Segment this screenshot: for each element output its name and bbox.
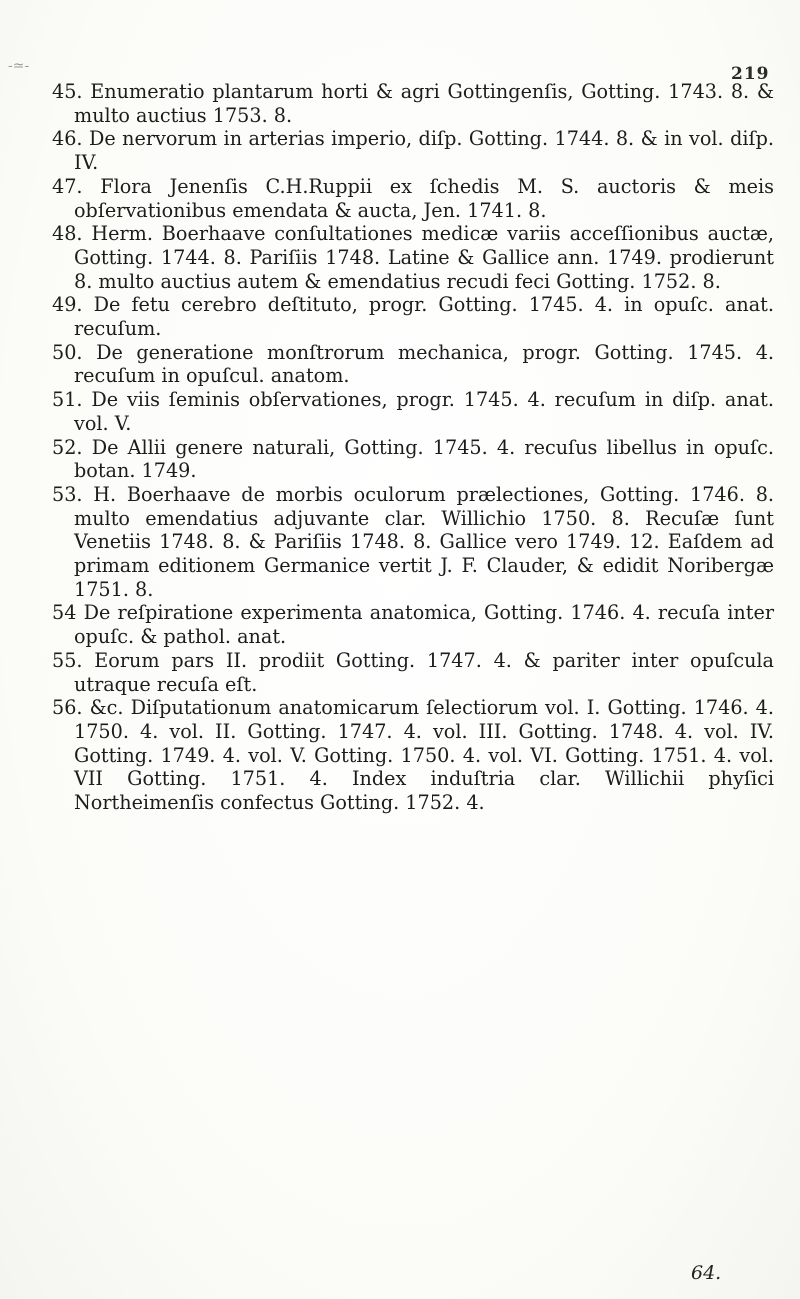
entry-text: De viis ſeminis obſervationes, progr. 1745. 4. recuſum in diſp. anat. vol. V. bbox=[74, 388, 774, 435]
bibliography-entry bbox=[52, 696, 774, 815]
entry-number: 51. bbox=[52, 388, 83, 412]
entry-number: 47. bbox=[52, 174, 83, 198]
entry-number: 54 bbox=[52, 601, 77, 625]
entry-text: &c. Diſputationum anatomicarum ſelectiorum vol. I. Gotting. 1746. 4. 1750. 4. vol. II. Gotting. 1747. 4. vol. III. Gotting. 1748. 4. vol. IV. Gotting. 1749. 4. vol. V. Gotting. 1750. 4. vol. VI. Gotting. 1751. 4. vol. VII Gotting. 1751. 4. Index induſtria clar. Willichii phyſici Northeimenſis confectus Gotting. 1752. 4. bbox=[74, 696, 774, 815]
entry-number: 48. bbox=[52, 222, 83, 246]
entry-text: De nervorum in arterias imperio, diſp. Gotting. 1744. 8. & in vol. diſp. IV. bbox=[74, 127, 774, 175]
margin-mark: -≃- bbox=[8, 58, 30, 74]
bibliography-entry bbox=[52, 127, 774, 174]
entry-number: 45. bbox=[52, 80, 83, 103]
entry-text: De reſpiratione experimenta anatomica, Gotting. 1746. 4. recuſa inter opuſc. & pathol. anat. bbox=[74, 601, 774, 649]
entry-text: Herm. Boerhaave conſultationes medicæ variis acceſſionibus auctæ, Gotting. 1744. 8. Pariſiis 1748. Latine & Gallice ann. 1749. prodierunt 8. multo auctius autem & emendatius recudi feci Gotting. 1752. 8. bbox=[74, 222, 774, 293]
catchword: 64. bbox=[691, 1262, 722, 1284]
entry-text: De fetu cerebro deſtituto, progr. Gotting. 1745. 4. in opuſc. anat. recuſum. bbox=[74, 293, 774, 341]
entry-number: 52. bbox=[52, 435, 83, 459]
entry-number: 49. bbox=[52, 293, 83, 317]
entry-number: 46. bbox=[52, 127, 83, 151]
bibliography-entry bbox=[52, 341, 774, 388]
entry-text: De Allii genere naturali, Gotting. 1745. 4. recuſus libellus in opuſc. botan. 1749. bbox=[74, 435, 774, 483]
bibliography-entry bbox=[52, 293, 774, 340]
bibliography-entry bbox=[52, 436, 774, 483]
entry-text: H. Boerhaave de morbis oculorum prælectiones, Gotting. 1746. 8. multo emendatius adjuvante clar. Willichio 1750. 8. Recuſæ ſunt Venetiis 1748. 8. & Pariſiis 1748. 8. Gallice vero 1749. 12. Eaſdem ad primam editionem Germanice vertit J. F. Clauder, & edidit Noribergæ 1751. 8. bbox=[74, 482, 774, 601]
bibliography-entry bbox=[52, 175, 774, 222]
bibliography-entry bbox=[52, 649, 774, 696]
bibliography-entry bbox=[52, 222, 774, 293]
bibliography-entry bbox=[52, 601, 774, 648]
entry-number: 56. bbox=[52, 696, 83, 720]
bibliography-entry bbox=[52, 388, 774, 435]
entry-number: 55. bbox=[52, 648, 83, 672]
entry-number: 50. bbox=[52, 340, 83, 364]
bibliography-entry bbox=[52, 483, 774, 602]
entry-number: 53. bbox=[52, 482, 83, 506]
entry-text: Enumeratio plantarum horti & agri Gottingenſis, Gotting. 1743. 8. & multo auctius 1753. 8. bbox=[74, 80, 774, 127]
bibliography-entry bbox=[52, 80, 774, 127]
entry-text: Flora Jenenſis C.H.Ruppii ex ſchedis M. S. auctoris & meis obſervationibus emendata & aucta, Jen. 1741. 8. bbox=[74, 174, 774, 222]
bibliography-list bbox=[52, 80, 774, 815]
entry-text: De generatione monſtrorum mechanica, progr. Gotting. 1745. 4. recuſum in opuſcul. anatom. bbox=[74, 340, 774, 388]
page-number: 219 bbox=[731, 64, 770, 84]
entry-text: Eorum pars II. prodiit Gotting. 1747. 4. & pariter inter opuſcula utraque recuſa eſt. bbox=[74, 648, 775, 696]
